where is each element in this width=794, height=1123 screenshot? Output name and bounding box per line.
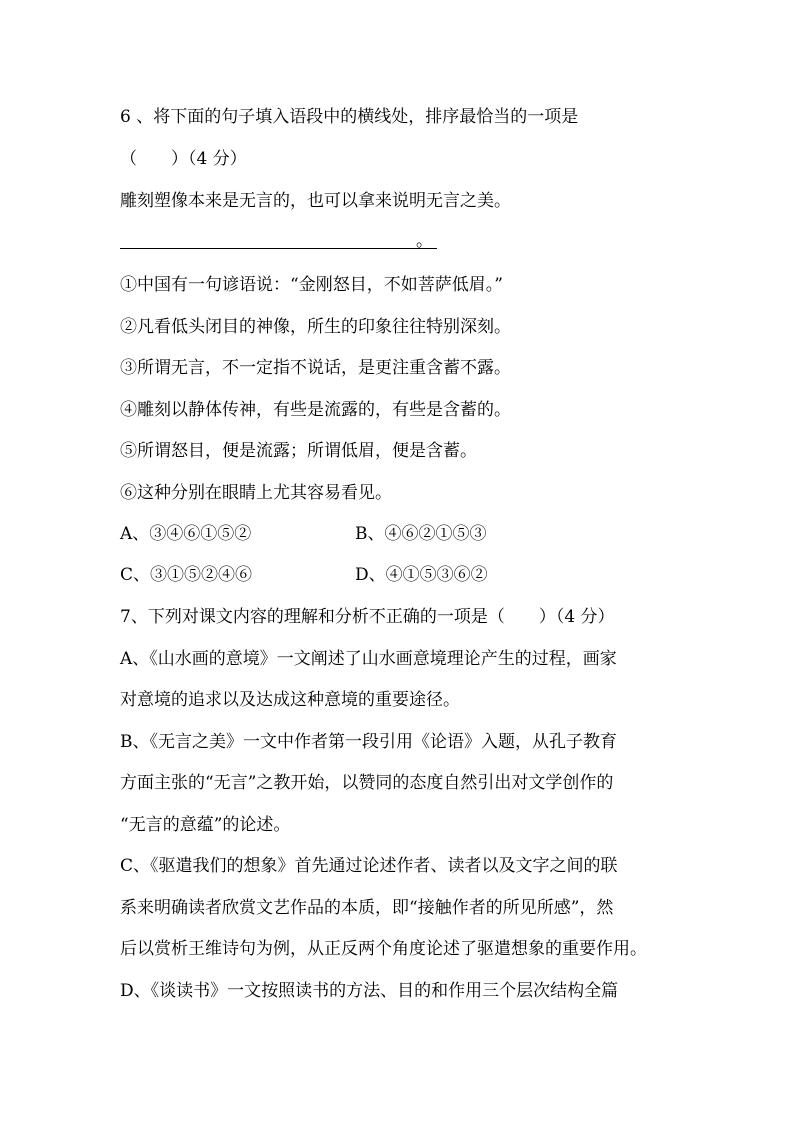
q6-sentence-5: ⑤所谓怒目，便是流露；所谓低眉，便是含蓄。 — [120, 441, 477, 461]
q6-option-a: A、③④⑥①⑤② — [120, 524, 252, 544]
q7-option-c-line3: 后以赏析王维诗句为例，从正反两个角度论述了驱遣想象的重要作用。 — [120, 939, 647, 959]
q6-sentence-6: ⑥这种分别在眼睛上尤其容易看见。 — [120, 483, 392, 503]
q6-sentence-2: ②凡看低头闭目的神像，所生的印象往往特别深刻。 — [120, 317, 511, 337]
q6-stem-line2: （ ）（4 分） — [120, 149, 247, 169]
q6-sentence-4: ④雕刻以静体传神，有些是流露的，有些是含蓄的。 — [120, 400, 511, 420]
q7-stem: 7、下列对课文内容的理解和分析不正确的一项是（ ）（4 分） — [120, 607, 615, 627]
q6-option-d: D、④①⑤③⑥② — [355, 565, 488, 585]
q6-sentence-1: ①中国有一句谚语说：“金刚怒目，不如菩萨低眉。” — [120, 275, 503, 295]
q6-answer-blank — [120, 231, 437, 251]
q6-blank-period: 。 — [416, 231, 433, 251]
q6-stem-line1: 6 、将下面的句子填入语段中的横线处，排序最恰当的一项是 — [120, 107, 579, 127]
q7-option-b-line2: 方面主张的“无言”之教开始，以赞同的态度自然引出对文学创作的 — [120, 773, 614, 793]
q7-option-c-line2: 系来明确读者欣赏文艺作品的本质，即“接触作者的所见所感”，然 — [120, 898, 614, 918]
q6-passage: 雕刻塑像本来是无言的，也可以拿来说明无言之美。 — [120, 191, 511, 211]
q7-option-a-line1: A、《山水画的意境》一文阐述了山水画意境理论产生的过程，画家 — [120, 649, 617, 669]
q7-option-c-line1: C、《驱遣我们的想象》首先通过论述作者、读者以及文字之间的联 — [120, 856, 618, 876]
q6-option-c: C、③①⑤②④⑥ — [120, 565, 253, 585]
q6-option-b: B、④⑥②①⑤③ — [355, 524, 487, 544]
q6-sentence-3: ③所谓无言，不一定指不说话，是更注重含蓄不露。 — [120, 358, 511, 378]
q7-option-a-line2: 对意境的追求以及达成这种意境的重要途径。 — [120, 690, 460, 710]
q7-option-b-line3: “无言的意蕴”的论述。 — [120, 815, 291, 835]
q7-option-b-line1: B、《无言之美》一文中作者第一段引用《论语》入题，从孔子教育 — [120, 732, 617, 752]
q7-option-d-line1: D、《谈读书》一文按照读书的方法、目的和作用三个层次结构全篇 — [120, 981, 619, 1001]
